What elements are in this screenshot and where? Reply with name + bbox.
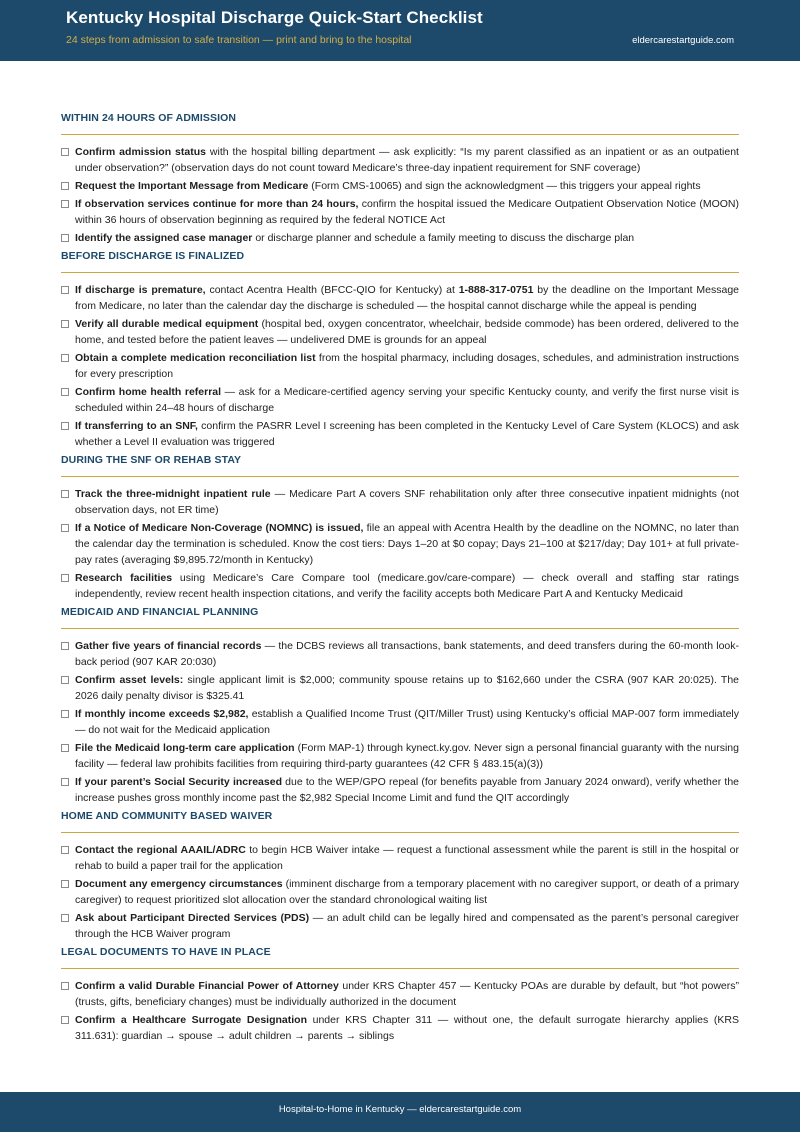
item-text: by the deadline on the Important Message from Medicare, no later than the calendar day the discharge is scheduled — the hospital cannot discharge while the appeal is pending bbox=[75, 284, 740, 312]
checklist-item bbox=[61, 350, 739, 382]
checkbox[interactable] bbox=[61, 914, 69, 922]
item-text: (imminent discharge from a temporary placement with no caregiver support, or death of a primary caregiver) to request prioritized slot allocation over the standard chronological waiting list bbox=[75, 878, 739, 906]
checkbox[interactable] bbox=[61, 574, 69, 582]
checkbox[interactable] bbox=[61, 642, 69, 650]
checklist-items bbox=[61, 282, 739, 450]
item-bold-text: Research facilities bbox=[75, 572, 173, 584]
checklist-section bbox=[61, 250, 739, 450]
item-text: due to the WEP/GPO repeal (for benefits payable from January 2024 onward), verify whether the increase pushes gross monthly income past the $2,982 Special Income Limit and fund the QIT accordingly bbox=[75, 776, 739, 804]
item-text: — ask for a Medicare-certified agency serving your specific Kentucky county, and verify the first nurse visit is scheduled within 24–48 hours of discharge bbox=[75, 386, 739, 414]
item-bold-text: Ask about Participant Directed Services (PDS) bbox=[75, 912, 310, 924]
checklist-item bbox=[61, 842, 739, 874]
checkbox[interactable] bbox=[61, 846, 69, 854]
checklist-item bbox=[61, 144, 739, 176]
checklist-item bbox=[61, 178, 739, 194]
checkbox[interactable] bbox=[61, 880, 69, 888]
checkbox[interactable] bbox=[61, 286, 69, 294]
checklist-item bbox=[61, 774, 739, 806]
checkbox[interactable] bbox=[61, 200, 69, 208]
footer-text: Hospital-to-Home in Kentucky — eldercarestartguide.com bbox=[278, 1104, 522, 1115]
section-title: BEFORE DISCHARGE IS FINALIZED bbox=[61, 250, 739, 273]
item-text: under KRS Chapter 311 — without one, the default surrogate hierarchy applies (KRS 311.631): guardian → spouse → adult children → parents → siblings bbox=[75, 1014, 739, 1042]
page-footer bbox=[0, 1092, 800, 1132]
section-title: WITHIN 24 HOURS OF ADMISSION bbox=[61, 112, 739, 135]
checklist-item bbox=[61, 570, 739, 602]
checklist-item bbox=[61, 230, 739, 246]
item-bold-text: Confirm a Healthcare Surrogate Designation bbox=[75, 1014, 307, 1026]
item-bold-text: 1-888-317-0751 bbox=[458, 284, 534, 296]
checkbox[interactable] bbox=[61, 422, 69, 430]
item-text: confirm the hospital issued the Medicare Outpatient Observation Notice (MOON) within 36 hours of observation beginning as required by the federal NOTICE Act bbox=[75, 198, 740, 226]
item-bold-text: Contact the regional AAAIL/ADRC bbox=[75, 844, 246, 856]
item-bold-text: Request the Important Message from Medicare bbox=[75, 180, 309, 192]
checklist-content bbox=[61, 110, 739, 1048]
checkbox[interactable] bbox=[61, 388, 69, 396]
item-text: under KRS Chapter 457 — Kentucky POAs are durable by default, but “hot powers” (trusts, gifts, beneficiary changes) must be individually authorized in the document bbox=[75, 980, 739, 1008]
checkbox[interactable] bbox=[61, 354, 69, 362]
checklist-items bbox=[61, 842, 739, 942]
page-subtitle: 24 steps from admission to safe transition — print and bring to the hospital bbox=[66, 34, 412, 46]
checkbox[interactable] bbox=[61, 710, 69, 718]
checklist-items bbox=[61, 638, 739, 806]
item-text: or discharge planner and schedule a family meeting to discuss the discharge plan bbox=[252, 232, 635, 244]
item-bold-text: File the Medicaid long-term care application bbox=[75, 742, 295, 754]
checklist-item bbox=[61, 910, 739, 942]
item-text: (hospital bed, oxygen concentrator, wheelchair, bedside commode) has been ordered, delivered to the home, and tested before the patient leaves — undelivered DME is grounds for an appeal bbox=[75, 318, 739, 346]
item-bold-text: If your parent’s Social Security increased bbox=[75, 776, 282, 788]
item-text: using Medicare’s Care Compare tool (medicare.gov/care-compare) — check overall and staffing star ratings independently, review recent health inspection citations, and verify the facility accepts both Medicare Part A and Kentucky Medicaid bbox=[75, 572, 739, 600]
checklist-section bbox=[61, 946, 739, 1044]
checkbox[interactable] bbox=[61, 778, 69, 786]
item-text: from the hospital pharmacy, including dosages, schedules, and administration instructions for every prescription bbox=[75, 352, 739, 380]
checkbox[interactable] bbox=[61, 676, 69, 684]
checklist-item bbox=[61, 672, 739, 704]
section-title: HOME AND COMMUNITY BASED WAIVER bbox=[61, 810, 739, 833]
item-bold-text: Identify the assigned case manager bbox=[75, 232, 253, 244]
section-title: DURING THE SNF OR REHAB STAY bbox=[61, 454, 739, 477]
checklist-items bbox=[61, 978, 739, 1044]
item-text: single applicant limit is $2,000; community spouse retains up to $162,660 under the CSRA (907 KAR 20:025). The 2026 daily penalty divisor is $325.41 bbox=[75, 674, 739, 702]
checklist-section bbox=[61, 606, 739, 806]
item-text: (Form CMS-10065) and sign the acknowledgment — this triggers your appeal rights bbox=[308, 180, 701, 192]
checklist-item bbox=[61, 740, 739, 772]
checklist-item bbox=[61, 876, 739, 908]
item-bold-text: Track the three-midnight inpatient rule bbox=[75, 488, 271, 500]
checkbox[interactable] bbox=[61, 982, 69, 990]
item-bold-text: Obtain a complete medication reconciliation list bbox=[75, 352, 316, 364]
checklist-item bbox=[61, 384, 739, 416]
item-bold-text: Confirm home health referral bbox=[75, 386, 222, 398]
item-bold-text: If transferring to an SNF, bbox=[75, 420, 198, 432]
item-bold-text: Confirm asset levels: bbox=[75, 674, 184, 686]
item-bold-text: Confirm admission status bbox=[75, 146, 206, 158]
checklist-item bbox=[61, 978, 739, 1010]
checklist-items bbox=[61, 144, 739, 246]
checklist-item bbox=[61, 520, 739, 568]
checklist-item bbox=[61, 282, 739, 314]
item-text: (Form MAP-1) through kynect.ky.gov. Never sign a personal financial guaranty with the nursing facility — federal law prohibits facilities from requiring third-party guarantees (42 CFR § 483.15(a)(3)) bbox=[75, 742, 739, 770]
checklist-items bbox=[61, 486, 739, 602]
checklist-item bbox=[61, 316, 739, 348]
item-text: — the DCBS reviews all transactions, bank statements, and deed transfers during the 60-month look-back period (907 KAR 20:030) bbox=[75, 640, 739, 668]
item-bold-text: If monthly income exceeds $2,982, bbox=[75, 708, 249, 720]
checklist-item bbox=[61, 1012, 739, 1044]
checklist-section bbox=[61, 454, 739, 602]
checkbox[interactable] bbox=[61, 490, 69, 498]
item-bold-text: If observation services continue for more than 24 hours, bbox=[75, 198, 359, 210]
page-header bbox=[0, 0, 800, 61]
item-bold-text: Document any emergency circumstances bbox=[75, 878, 283, 890]
checklist-item bbox=[61, 196, 739, 228]
checklist-item bbox=[61, 706, 739, 738]
checklist-item bbox=[61, 486, 739, 518]
checkbox[interactable] bbox=[61, 148, 69, 156]
page-title: Kentucky Hospital Discharge Quick-Start Checklist bbox=[66, 8, 483, 27]
checkbox[interactable] bbox=[61, 182, 69, 190]
section-title: MEDICAID AND FINANCIAL PLANNING bbox=[61, 606, 739, 629]
item-text: to begin HCB Waiver intake — request a functional assessment while the parent is still in the hospital or rehab to build a paper trail for the application bbox=[75, 844, 739, 872]
item-bold-text: If a Notice of Medicare Non-Coverage (NOMNC) is issued, bbox=[75, 522, 364, 534]
item-text: establish a Qualified Income Trust (QIT/Miller Trust) using Kentucky’s official MAP-007 form immediately — do not wait for the Medicaid application bbox=[75, 708, 739, 736]
item-text: with the hospital billing department — ask explicitly: “Is my parent classified as an inpatient or as an outpatient under observation?” (observation days do not count toward Medicare’s three-day inpatient requirement for SNF coverage) bbox=[75, 146, 739, 174]
checkbox[interactable] bbox=[61, 744, 69, 752]
item-text: file an appeal with Acentra Health by the deadline on the NOMNC, no later than the calendar day the termination is scheduled. Know the cost tiers: Days 1–20 at $0 copay; Days 21–100 at $217/day; Day 101+ at full private-pay rates (averaging $9,895.72/month in Kentucky) bbox=[75, 522, 740, 566]
item-bold-text: Verify all durable medical equipment bbox=[75, 318, 259, 330]
checklist-item bbox=[61, 418, 739, 450]
checkbox[interactable] bbox=[61, 524, 69, 532]
checklist-item bbox=[61, 638, 739, 670]
item-bold-text: If discharge is premature, bbox=[75, 284, 206, 296]
item-bold-text: Confirm a valid Durable Financial Power of Attorney bbox=[75, 980, 339, 992]
checkbox[interactable] bbox=[61, 320, 69, 328]
checklist-section bbox=[61, 112, 739, 246]
section-title: LEGAL DOCUMENTS TO HAVE IN PLACE bbox=[61, 946, 739, 969]
item-text: contact Acentra Health (BFCC-QIO for Kentucky) at bbox=[205, 284, 459, 296]
header-site: eldercarestartguide.com bbox=[632, 35, 734, 46]
checkbox[interactable] bbox=[61, 1016, 69, 1024]
checkbox[interactable] bbox=[61, 234, 69, 242]
item-text: — an adult child can be legally hired and compensated as the parent’s personal caregiver through the HCB Waiver program bbox=[75, 912, 739, 940]
item-text: — Medicare Part A covers SNF rehabilitation only after three consecutive inpatient midnights (not observation days, not ER time) bbox=[75, 488, 739, 516]
item-bold-text: Gather five years of financial records bbox=[75, 640, 262, 652]
item-text: confirm the PASRR Level I screening has been completed in the Kentucky Level of Care System (KLOCS) and ask whether a Level II evaluation was triggered bbox=[75, 420, 739, 448]
checklist-section bbox=[61, 810, 739, 942]
